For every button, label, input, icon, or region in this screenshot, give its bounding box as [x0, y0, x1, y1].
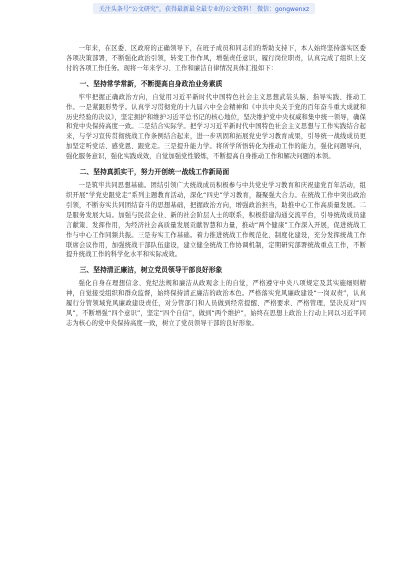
section-3-paragraph: 强化自身在理想信念、党纪法规和廉洁从政观念上的自觉，严格遵守中央八项规定及其实施细则精神，自觉接受组织和群众监督，始终保持清正廉洁的政治本色。严格落实党风廉政建设“一岗双责”，认真履行分管领域党风廉政建设责任，对分管部门和人员做到经常提醒、严格要求、严格管理，坚决反对“四风”，不断增强“四个意识”，坚定“四个自信”，做到“两个维护”，始终在思想上政治上行动上同以习近平同志为核心的党中央保持高度一致，树立了党员领导干部的良好形象。 [66, 280, 366, 327]
section-2-paragraph: 一是筑牢共同思想基础。团结引领广大统战成员积极参与中共党史学习教育和庆祝建党百年活动，组织开展“学党史跟党走”系列主题教育活动，深化“四史”学习教育，凝聚强大合力。在统战工作中突出政治引领，不断夯实共同团结奋斗的思想基础，把握政治方向，增强政治担当，助推中心工作高质量发展。二是服务发展大局。加强与民营企业、新的社会阶层人士的联系，积极搭建沟通交流平台，引导统战成员建言献策、发挥作用，为经济社会高质量发展贡献智慧和力量，推动“两个健康”工作深入开展，促进统战工作与中心工作同频共振。三是夯实工作基础。着力推进统战工作规范化、制度化建设，充分发挥统战工作联席会议作用，加强统战干部队伍建设，建立健全统战工作协调机制，定期研究部署统战重点工作，不断提升统战工作的科学化水平和实际成效。 [66, 182, 366, 259]
section-heading-1: 一、坚持常学常新，不断提高自身政治业务素质 [79, 79, 223, 88]
section-heading-3: 三、坚持清正廉洁，树立党员领导干部良好形象 [79, 266, 223, 275]
promo-banner [0, 0, 408, 16]
intro-paragraph: 一年来，在区委、区政府的正确领导下，在班子成员和同志们的帮助支持下，本人始终坚持落实区委各项决策部署，不断强化政治引领，转变工作作风，增强责任意识，履行岗位职责，认真完成了组织上交付的各项工作任务。现将一年来学习、工作和廉洁自律情况具体汇报如下： [66, 45, 366, 72]
section-heading-2: 二、坚持真抓实干，努力开创统一战线工作新局面 [79, 168, 230, 177]
section-1-paragraph: 牢牢把握正确政治方向，自觉用习近平新时代中国特色社会主义思想武装头脑、指导实践、推动工作。一是紧跟形势学。认真学习贯彻党的十九届六中全会精神和《中共中央关于党的百年奋斗重大成就和历史经验的决议》，坚定拥护和维护习近平总书记的核心地位，坚决维护党中央权威和集中统一领导，确保和党中央保持高度一致。二是结合实际学。把学习习近平新时代中国特色社会主义思想与工作实践结合起来，与学习宣传贯彻统战工作条例结合起来，进一步巩固和拓展党史学习教育成果，引导统一战线成员更加坚定听党话、感党恩、跟党走。三是提升能力学。将所学所悟转化为推动工作的能力，强化问题导向，强化服务意识，强化实践成效，自觉加强党性锻炼，不断提高自身推动工作和解决问题的本领。 [66, 93, 366, 161]
document-body [66, 44, 366, 329]
banner-text: 关注头条号“公文研究”，获得最新最全最专业的公文资料！ 微信：gongwenxz [93, 3, 315, 14]
